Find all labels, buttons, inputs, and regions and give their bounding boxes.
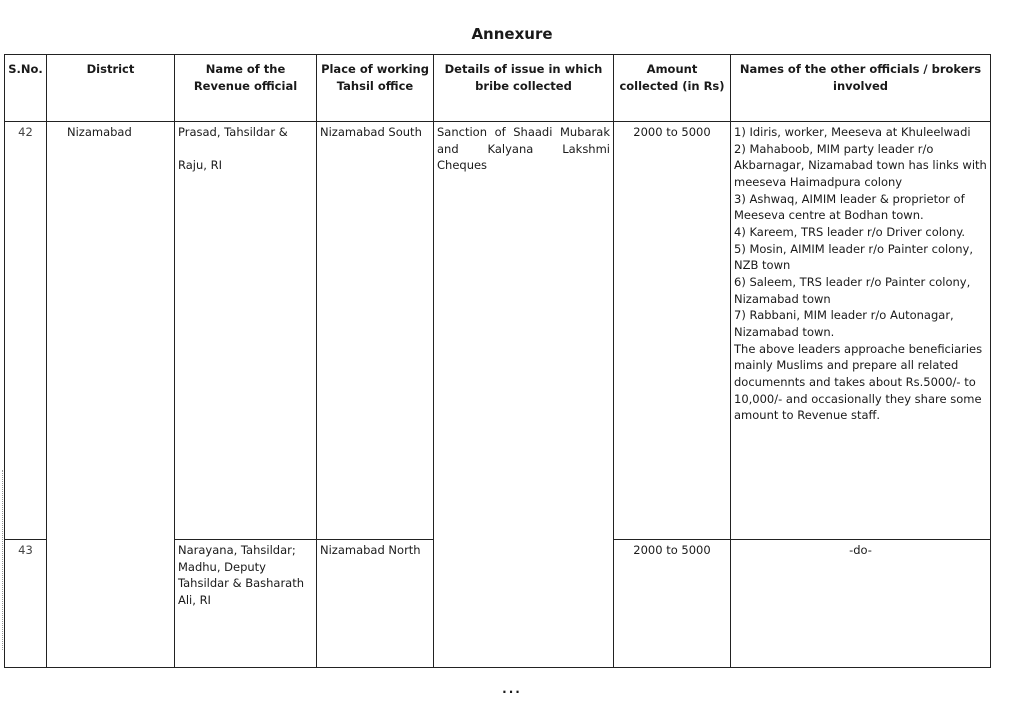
row-district	[47, 122, 175, 668]
table-header-row	[5, 55, 991, 122]
row-sno: 43	[5, 540, 47, 668]
row-others: 1) Idiris, worker, Meeseva at Khuleelwadi 2) Mahaboob, MIM party leader r/o Akbarnagar, Nizamabad town has links with meeseva Haimadpura colony 3) Ashwaq, AIMIM leader & proprietor of Meeseva centre at Bodhan town. 4) Kareem, TRS leader r/o Driver colony. 5) Mosin, AIMIM leader r/o Painter colony, NZB town 6) Saleem, TRS leader r/o Painter colony, Nizamabad town 7) Rabbani, MIM leader r/o Autonagar, Nizamabad town. The above leaders approache beneficiaries mainly Muslims and prepare all related documennts and takes about Rs.5000/- to 10,000/- and occasionally they share some amount to Revenue staff.	[731, 122, 991, 540]
row-tahsil: Nizamabad South	[317, 122, 434, 540]
row-official: Narayana, Tahsildar; Madhu, Deputy Tahsildar & Basharath Ali, RI	[175, 540, 317, 668]
row-amount: 2000 to 5000	[614, 540, 731, 668]
row-issue	[434, 122, 614, 668]
header-district: District	[47, 55, 175, 122]
header-amount: Amount collected (in Rs)	[614, 55, 731, 122]
annexure-table	[4, 54, 991, 668]
header-issue: Details of issue in which bribe collected	[434, 55, 614, 122]
header-tahsil: Place of working Tahsil office	[317, 55, 434, 122]
official-line-1: Prasad, Tahsildar &	[178, 125, 288, 139]
others-value: -do-	[849, 543, 872, 557]
header-sno: S.No.	[5, 55, 47, 122]
row-amount: 2000 to 5000	[614, 122, 731, 540]
page-title: Annexure	[471, 25, 553, 43]
district-value: Nizamabad	[67, 125, 132, 139]
table-row	[5, 122, 991, 540]
row-others	[731, 540, 991, 668]
row-sno: 42	[5, 122, 47, 540]
margin-mark	[2, 470, 4, 650]
issue-value: Sanction of Shaadi Mubarak and Kalyana Lakshmi Cheques	[437, 125, 610, 173]
header-others: Names of the other officials / brokers involved	[731, 55, 991, 122]
official-line-2: Raju, RI	[178, 157, 222, 172]
footer-ellipsis: ...	[502, 682, 522, 696]
row-official	[175, 122, 317, 540]
row-tahsil: Nizamabad North	[317, 540, 434, 668]
header-official: Name of the Revenue official	[175, 55, 317, 122]
